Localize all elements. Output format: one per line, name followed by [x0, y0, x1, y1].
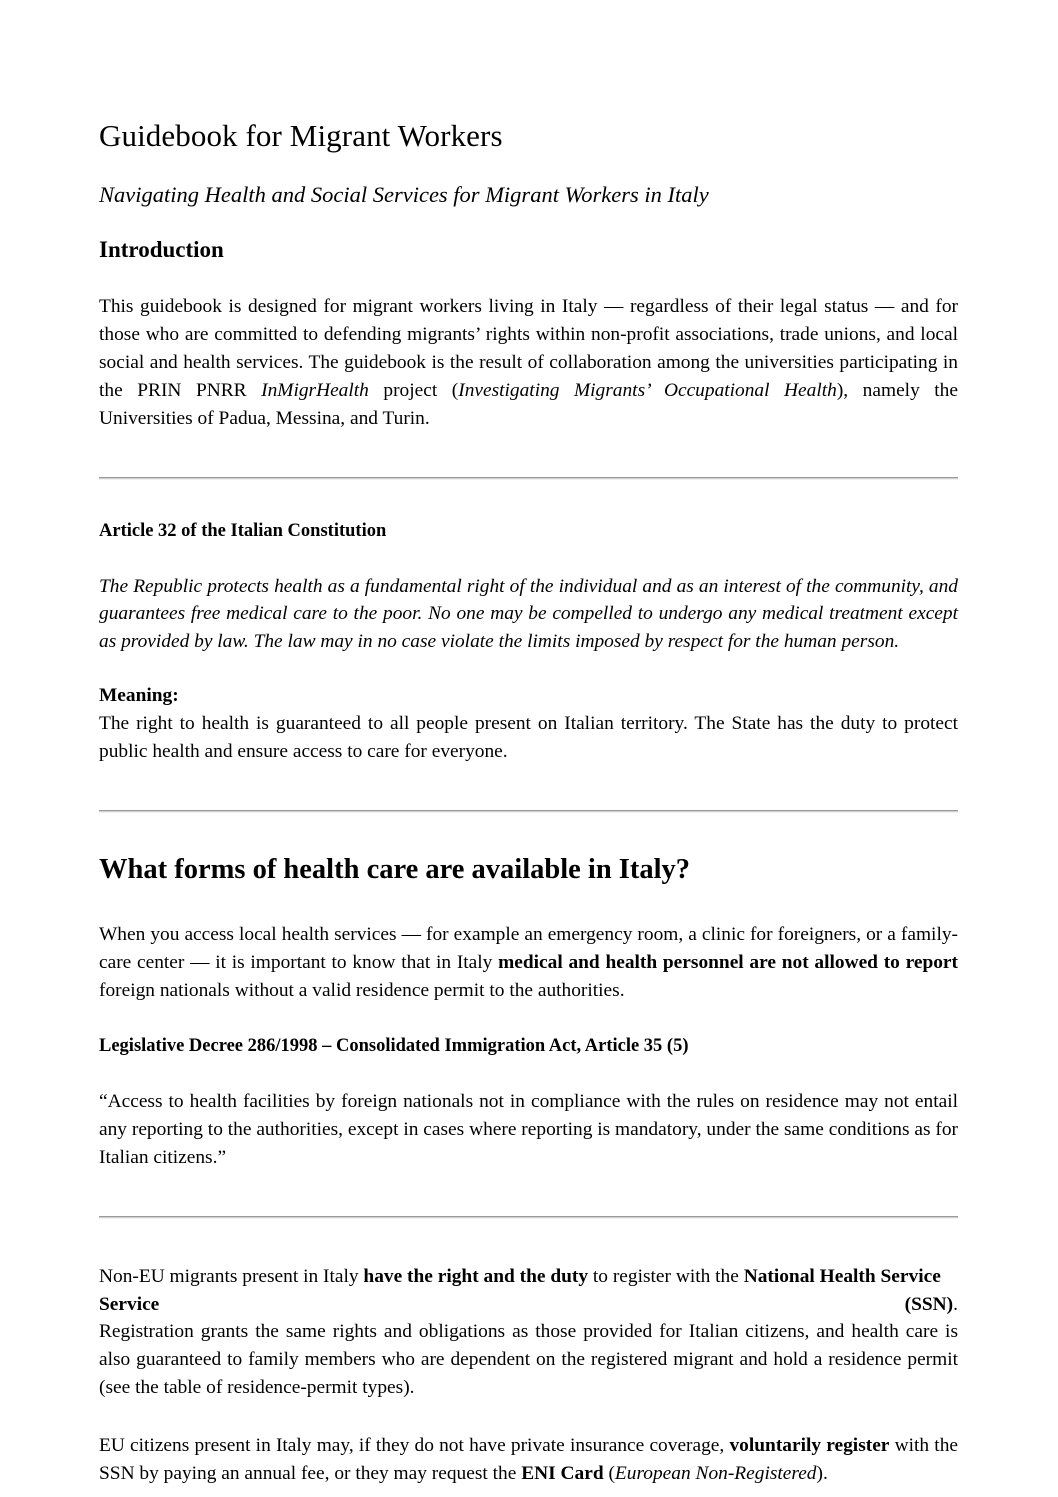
heading-health-care-forms: What forms of health care are available in Italy?	[99, 853, 691, 885]
health-intro-emphasis: medical and health personnel are not allowed to report	[498, 952, 958, 974]
registration-paragraph-line1	[99, 1263, 958, 1291]
spacer	[99, 480, 958, 520]
meaning-text: The right to health is guaranteed to all people present on Italian territory. The State has the duty to protect public health and ensure access to care for everyone.	[99, 713, 958, 762]
health-care-intro-paragraph	[99, 921, 958, 1005]
document-content	[99, 118, 958, 1488]
heading-legislative-decree: Legislative Decree 286/1998 – Consolidated Immigration Act, Article 35 (5)	[99, 1036, 689, 1056]
intro-text-part2: project (	[368, 379, 459, 401]
eu-part4: ).	[816, 1462, 828, 1484]
spacer	[99, 1058, 958, 1088]
spacer	[99, 766, 958, 810]
health-intro-part1: When you access local health services — for example an emergency room, a clinic for foreigners, or a family-care center — it is important to know that in Italy	[99, 924, 958, 974]
spacer	[99, 1005, 958, 1035]
registration-ssn-abbrev	[905, 1291, 958, 1319]
spacer	[99, 1172, 958, 1216]
legislative-decree-quote: “Access to health facilities by foreign nationals not in compliance with the rules on residence may not entail any reporting to the authorities, except in cases where reporting is mandatory, under the same conditions as for Italian citizens.”	[99, 1091, 958, 1168]
registration-part1: Non-EU migrants present in Italy	[99, 1265, 364, 1287]
eu-eni-card: ENI Card	[521, 1462, 604, 1484]
introduction-paragraph	[99, 293, 958, 432]
eu-eni-expansion: European Non-Registered	[614, 1462, 817, 1484]
spacer	[99, 656, 958, 682]
eu-part3: (	[603, 1462, 615, 1484]
spacer	[99, 887, 958, 921]
spacer	[99, 1402, 958, 1432]
ssn-abbrev-period: .	[953, 1293, 958, 1315]
page-subtitle: Navigating Health and Social Services for Migrant Workers in Italy	[99, 181, 709, 207]
health-intro-part2: foreign nationals without a valid residence permit to the authorities.	[99, 980, 625, 1002]
ssn-abbrev-text: (SSN)	[904, 1293, 954, 1315]
eu-part1: EU citizens present in Italy may, if they do not have private insurance coverage,	[99, 1434, 730, 1456]
intro-text-part3: ), namely the Universities of Padua, Messina, and Turin.	[99, 379, 958, 429]
eu-voluntarily-register: voluntarily register	[729, 1434, 890, 1456]
spacer	[99, 263, 958, 293]
eu-part2: with the SSN by paying an annual fee, or they may request the	[99, 1434, 958, 1484]
intro-text-part1: This guidebook is designed for migrant workers living in Italy — regardless of their legal status — and for those who are committed to defending migrants’ rights within non-profit associations, trade unions, and local social and health services. The guidebook is the result of collaboration among the universities participating in the PRIN PNRR	[99, 296, 958, 401]
meaning-label: Meaning:	[99, 685, 179, 707]
registration-ssn-name: National Health Service	[743, 1265, 941, 1287]
spacer	[99, 543, 958, 573]
spacer	[99, 1219, 958, 1263]
article-32-quote: The Republic protects health as a fundamental right of the individual and as an interest of the community, and guarantees free medical care to the poor. No one may be compelled to undergo any medical treatment except as provided by law. The law may in no case violate the limits imposed by respect for the human person.	[99, 575, 958, 653]
eu-citizens-paragraph	[99, 1432, 958, 1488]
heading-introduction: Introduction	[99, 236, 224, 262]
registration-part2: to register with the	[588, 1265, 744, 1287]
registration-service-word: Service	[99, 1293, 160, 1315]
spacer	[99, 813, 958, 853]
registration-ssn-spread-line	[99, 1291, 958, 1319]
registration-right-duty: have the right and the duty	[363, 1265, 589, 1287]
intro-project-name: InMigrHealth	[261, 379, 369, 401]
intro-project-expansion: Investigating Migrants’ Occupational Health	[458, 379, 837, 401]
spacer	[99, 433, 958, 477]
registration-paragraph-2: Registration grants the same rights and obligations as those provided for Italian citizens, and health care is also guaranteed to family members who are dependent on the registered migrant and hold a residence permit (see the table of residence-permit types).	[99, 1321, 958, 1399]
page-title: Guidebook for Migrant Workers	[99, 118, 503, 153]
heading-article-32: Article 32 of the Italian Constitution	[99, 520, 387, 541]
